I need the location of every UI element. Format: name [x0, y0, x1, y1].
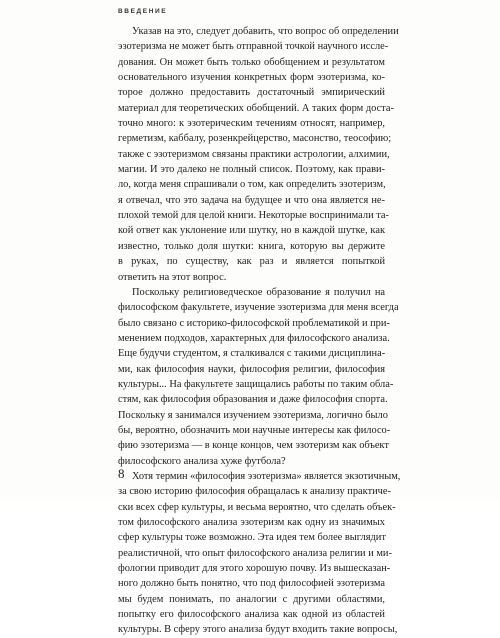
paragraph-1 — [118, 24, 399, 285]
text-line: магии. И это далеко не полный список. Поэтому, как прави- — [118, 164, 385, 176]
text-line: герметизм, каббалу, розенкрейцерство, масонство, теософию; — [118, 133, 392, 145]
text-line: философского анализа хуже футбола? — [118, 455, 286, 467]
text-line: ло, когда меня спрашивали о том, как определить эзотеризм, — [118, 179, 386, 191]
text-line: ного должно быть понятно, что под философией эзотеризма — [118, 578, 385, 590]
running-head: ВВЕДЕНИЕ — [118, 8, 168, 15]
paragraph-3 — [118, 469, 401, 638]
paragraph-2 — [118, 285, 399, 469]
text-line: Поскольку религиоведческое образование я получил на — [132, 286, 385, 298]
text-line: философском факультете, изучение эзотеризма для меня всегда — [118, 302, 399, 314]
text-line: плохой темой для целой книги. Некоторые воспринимали та- — [118, 210, 389, 222]
text-line: Еще будучи студентом, я сталкивался с такими дисциплина- — [118, 348, 386, 360]
text-line: торое должно предоставить достаточный эмпирический — [118, 87, 385, 99]
text-line: я отвечал, что это задача на будущее и что она является не- — [118, 194, 385, 206]
text-line: дования. Он может быть только обобщением и результатом — [118, 56, 385, 68]
page-number: 8 — [118, 466, 125, 481]
text-line: эзотеризма не может быть отправной точкой научного иссле- — [118, 41, 389, 53]
text-line: основательного изучения конкретных форм эзотеризма, ко- — [118, 72, 385, 84]
text-line: менением подходов, характерных для философского анализа. — [118, 332, 390, 344]
text-line: Поскольку я занимался изучением эзотеризма, логично было — [118, 409, 388, 421]
text-line: ми, как философия науки, философия религии, философия — [118, 363, 385, 375]
text-line: фологии приводит для этого хорошую почву. Из вышесказан- — [118, 563, 391, 575]
text-line: ски всех сфер культуры, и весьма вероятно, что сделать объек- — [118, 501, 396, 513]
text-line: Указав на это, следует добавить, что вопрос об определении — [132, 26, 399, 37]
text-line: мы будем понимать, по аналогии с другими областями, — [118, 593, 385, 605]
text-line: в руках, по существу, как раз и является попыткой — [118, 256, 385, 268]
text-line: было связано с историко-философской проблематикой и при- — [118, 317, 390, 329]
text-line: также с эзотеризмом связаны практики астрологии, алхимии, — [118, 148, 390, 160]
text-line: бы, вероятно, обозначить мои научные интересы как филосо- — [118, 424, 391, 436]
text-line: известно, только доля шутки: книга, которую вы держите — [118, 240, 385, 252]
text-line: сфер культуры тоже возможно. Эта идея тем более выглядит — [118, 532, 386, 544]
text-line: фию эзотеризма — в конце концов, чем эзотеризм как объект — [118, 440, 389, 452]
text-line: стям, как философия образования и даже философия спорта. — [118, 394, 388, 406]
text-line: ответить на этот вопрос. — [118, 271, 227, 283]
body-text — [118, 24, 401, 638]
text-line: реалистичной, что опыт философского анализа религии и ми- — [118, 547, 392, 559]
text-line: кой ответ как уклонение или шутку, но в каждой шутке, как — [118, 225, 385, 237]
text-line: материал для теоретических обобщений. А таких форм доста- — [118, 102, 394, 114]
text-line: точно много: к эзотерическим течениям относят, например, — [118, 118, 385, 130]
text-line: культуры... На факультете защищались работы по таким обла- — [118, 378, 394, 390]
text-line: Хотя термин «философия эзотеризма» является экзотичным, — [132, 470, 401, 482]
text-line: за свою историю философия обращалась к анализу практиче- — [118, 486, 391, 498]
text-line: культуры. В сферу этого анализа будут входить такие вопросы, — [118, 624, 398, 636]
text-line: попытку его философского анализа как одной из областей — [118, 609, 385, 621]
text-line: том философского анализа эзотеризм как одну из значимых — [118, 517, 385, 528]
